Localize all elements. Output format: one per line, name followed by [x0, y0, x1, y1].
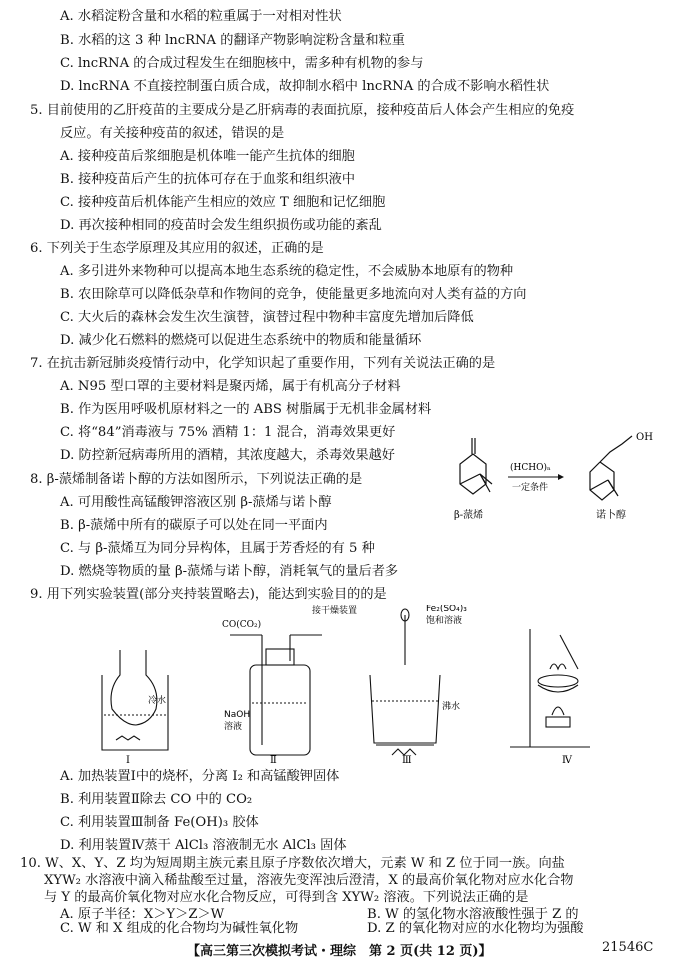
a2-gas-label: CO(CO₂) — [222, 620, 262, 630]
q7-stem: 7. 在抗击新冠肺炎疫情行动中，化学知识起了重要作用，下列有关说法正确的是 — [30, 356, 496, 371]
q6-option-a: A. 多引进外来物种可以提高本地生态系统的稳定性，不会威胁本地原有的物种 — [60, 264, 514, 279]
q6-option-c: C. 大火后的森林会发生次生演替，演替过程中物种丰富度先增加后降低 — [60, 310, 474, 325]
q10-option-b: B. W 的氢化物水溶液酸性强于 Z 的 — [367, 907, 579, 922]
a3-boiling-water: 沸水 — [442, 702, 461, 712]
a4-roman: Ⅳ — [562, 755, 572, 765]
a2-outlet-label: 接干燥装置 — [312, 606, 358, 616]
q7-option-c: C. 将“84”消毒液与 75% 酒精 1：1 混合，消毒效果更好 — [60, 425, 396, 440]
apparatus-3 — [370, 609, 440, 755]
a2-solution-2: 溶液 — [224, 722, 243, 732]
q10-option-a: A. 原子半径：X＞Y＞Z＞W — [60, 907, 225, 922]
q8-option-d: D. 燃烧等物质的量 β-蒎烯与诺卜醇，消耗氧气的量后者多 — [60, 564, 399, 579]
oh-label: OH — [636, 432, 653, 443]
q9-option-c: C. 利用装置Ⅲ制备 Fe(OH)₃ 胶体 — [60, 815, 259, 830]
a2-solution-1: NaOH — [224, 710, 251, 720]
q7-option-b: B. 作为医用呼吸机原材料之一的 ABS 树脂属于无机非金属材料 — [60, 402, 432, 417]
q10-stem: 10. W、X、Y、Z 均为短周期主族元素且原子序数依次增大，元素 W 和 Z 位于同一族。向盐 — [20, 856, 565, 871]
reaction-figure — [450, 430, 670, 530]
q5-option-c: C. 接种疫苗后机体能产生相应的效应 T 细胞和记忆细胞 — [60, 195, 386, 210]
q5-option-d: D. 再次接种相同的疫苗时会发生组织损伤或功能的紊乱 — [60, 218, 382, 233]
q10-stem-cont2: 与 Y 的最高价氧化物对应水化合物反应，可得到含 XYW₂ 溶液。下列说法正确的是 — [44, 890, 529, 905]
q10-option-c: C. W 和 X 组成的化合物均为碱性氧化物 — [60, 921, 299, 936]
q7-option-a: A. N95 型口罩的主要材料是聚丙烯，属于有机高分子材料 — [60, 379, 401, 394]
a1-cold-water: 冷水 — [148, 696, 167, 706]
reagent-label: (HCHO)ₙ — [510, 463, 551, 473]
q9-stem: 9. 用下列实验装置(部分夹持装置略去)，能达到实验目的的是 — [30, 587, 387, 602]
footer-title: 【高三第三次模拟考试・理综 第 2 页(共 12 页)】 — [187, 944, 492, 959]
footer-code: 21546C — [602, 940, 654, 955]
q8-option-b: B. β-蒎烯中所有的碳原子可以处在同一平面内 — [60, 518, 328, 533]
q9-option-d: D. 利用装置Ⅳ蒸干 AlCl₃ 溶液制无水 AlCl₃ 固体 — [60, 838, 347, 853]
q5-stem-cont: 反应。有关接种疫苗的叙述，错误的是 — [60, 126, 285, 141]
page-footer — [0, 940, 677, 960]
apparatus-4 — [510, 629, 590, 747]
q6-stem: 6. 下列关于生态学原理及其应用的叙述，正确的是 — [30, 241, 324, 256]
q10-option-d: D. Z 的氧化物对应的水化物均为强酸 — [367, 921, 584, 936]
a2-roman: Ⅱ — [270, 755, 277, 765]
q7-option-d: D. 防控新冠病毒所用的酒精，其浓度越大，杀毒效果越好 — [60, 448, 395, 463]
q9-option-b: B. 利用装置Ⅱ除去 CO 中的 CO₂ — [60, 792, 253, 807]
condition-label: 一定条件 — [512, 483, 549, 493]
nopol-structure — [590, 436, 632, 500]
a3-reagent-2: 饱和溶液 — [426, 616, 463, 626]
a1-roman: Ⅰ — [126, 755, 130, 765]
q8-option-c: C. 与 β-蒎烯互为同分异构体，且属于芳香烃的有 5 种 — [60, 541, 375, 556]
nopol-name: 诺卜醇 — [596, 510, 626, 521]
q4-option-a: A. 水稻淀粉含量和水稻的粒重属于一对相对性状 — [60, 9, 342, 24]
a3-reagent-1: Fe₂(SO₄)₃ — [426, 605, 467, 614]
q4-option-c: C. lncRNA 的合成过程发生在细胞核中，需多种有机物的参与 — [60, 56, 424, 71]
q8-stem: 8. β-蒎烯制备诺卜醇的方法如图所示，下列说法正确的是 — [30, 472, 363, 487]
q5-option-a: A. 接种疫苗后浆细胞是机体唯一能产生抗体的细胞 — [60, 149, 355, 164]
q6-option-b: B. 农田除草可以降低杂草和作物间的竞争，使能量更多地流向对人类有益的方向 — [60, 287, 527, 302]
a3-roman: Ⅲ — [402, 755, 412, 765]
beta-pinene-name: β-蒎烯 — [454, 510, 484, 521]
q10-stem-cont1: XYW₂ 水溶液中滴入稀盐酸至过量，溶液先变浑浊后澄清，X 的最高价氧化物对应水化合物 — [44, 873, 574, 888]
beta-pinene-structure — [460, 438, 492, 494]
q6-option-d: D. 减少化石燃料的燃烧可以促进生态系统中的物质和能量循环 — [60, 333, 422, 348]
q5-option-b: B. 接种疫苗后产生的抗体可存在于血浆和组织液中 — [60, 172, 356, 187]
apparatus-figure — [90, 605, 610, 765]
q4-option-b: B. 水稻的这 3 种 lncRNA 的翻译产物影响淀粉含量和粒重 — [60, 33, 405, 48]
q8-option-a: A. 可用酸性高锰酸钾溶液区别 β-蒎烯与诺卜醇 — [60, 495, 332, 510]
q4-option-d: D. lncRNA 不直接控制蛋白质合成，故抑制水稻中 lncRNA 的合成不影响水稻性状 — [60, 79, 550, 94]
q5-stem: 5. 目前使用的乙肝疫苗的主要成分是乙肝病毒的表面抗原，接种疫苗后人体会产生相应的免疫 — [30, 103, 575, 118]
q9-option-a: A. 加热装置Ⅰ中的烧杯，分离 I₂ 和高锰酸钾固体 — [60, 769, 340, 784]
apparatus-2 — [230, 635, 322, 755]
